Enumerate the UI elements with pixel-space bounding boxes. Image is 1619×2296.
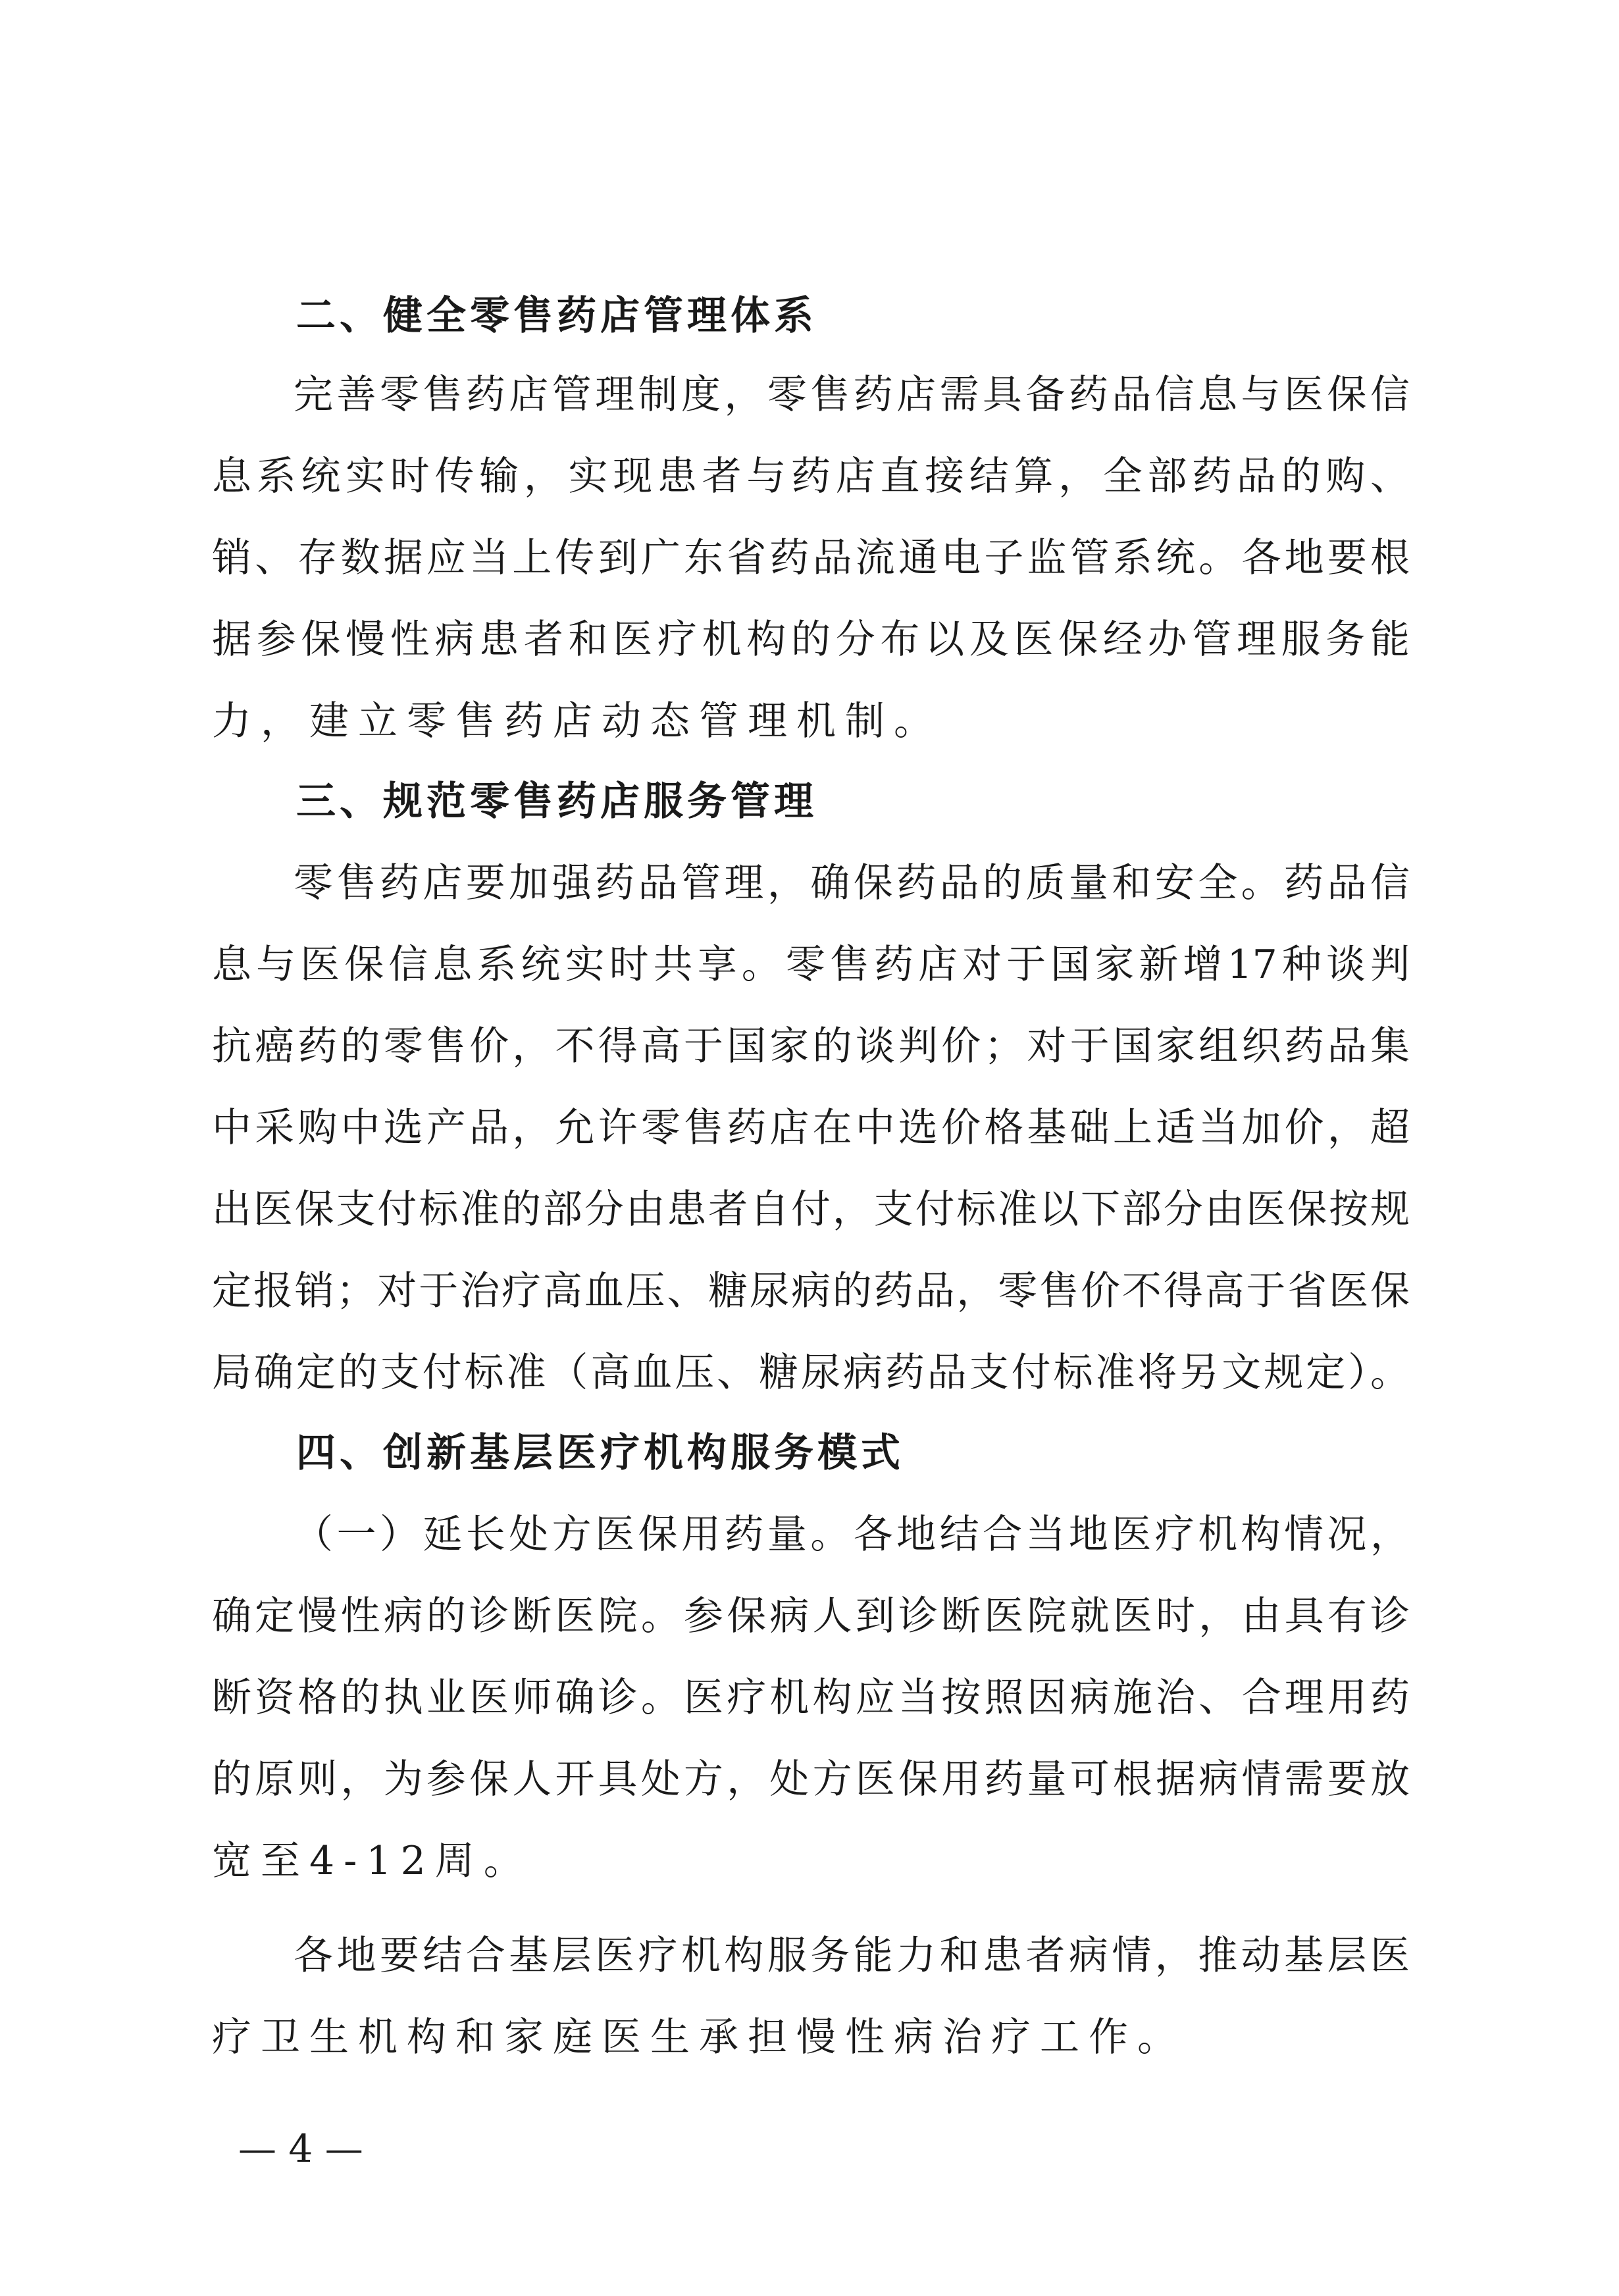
paragraph-line: 宽至4-12周。 [212,1838,532,1884]
paragraph-line: 力，建立零售药店动态管理机制。 [212,698,942,744]
paragraph-line: 各地要结合基层医疗机构服务能力和患者病情，推动基层医 [294,1933,1410,1979]
paragraph-line: 息系统实时传输，实现患者与药店直接结算，全部药品的购、 [212,453,1410,499]
paragraph-line: 息与医保信息系统实时共享。零售药店对于国家新增17种谈判 [212,942,1410,988]
paragraph-line: 局确定的支付标准（高血压、糖尿病药品支付标准将另文规定）。 [212,1350,1410,1396]
paragraph-line: 定报销；对于治疗高血压、糖尿病的药品，零售价不得高于省医保 [212,1268,1410,1314]
section-heading-2: 二、健全零售药店管理体系 [296,293,817,339]
paragraph-line: 的原则，为参保人开具处方，处方医保用药量可根据病情需要放 [212,1756,1410,1802]
paragraph-line: 出医保支付标准的部分由患者自付，支付标准以下部分由医保按规 [212,1186,1410,1233]
paragraph-line: 中采购中选产品，允许零售药店在中选价格基础上适当加价，超 [212,1105,1410,1151]
paragraph-line: 零售药店要加强药品管理，确保药品的质量和安全。药品信 [294,860,1410,906]
section-heading-3: 三、规范零售药店服务管理 [296,778,817,825]
paragraph-line: 疗卫生机构和家庭医生承担慢性病治疗工作。 [212,2014,1186,2060]
paragraph-line: （一）延长处方医保用药量。各地结合当地医疗机构情况， [294,1512,1410,1558]
paragraph-line: 完善零售药店管理制度，零售药店需具备药品信息与医保信 [294,372,1410,418]
paragraph-line: 确定慢性病的诊断医院。参保病人到诊断医院就医时，由具有诊 [212,1593,1410,1639]
page-number: — 4 — [238,2126,363,2171]
paragraph-line: 断资格的执业医师确诊。医疗机构应当按照因病施治、合理用药 [212,1675,1410,1721]
paragraph-line: 销、存数据应当上传到广东省药品流通电子监管系统。各地要根 [212,535,1410,581]
paragraph-line: 据参保慢性病患者和医疗机构的分布以及医保经办管理服务能 [212,617,1410,663]
paragraph-line: 抗癌药的零售价，不得高于国家的谈判价；对于国家组织药品集 [212,1023,1410,1069]
section-heading-4: 四、创新基层医疗机构服务模式 [296,1430,904,1476]
